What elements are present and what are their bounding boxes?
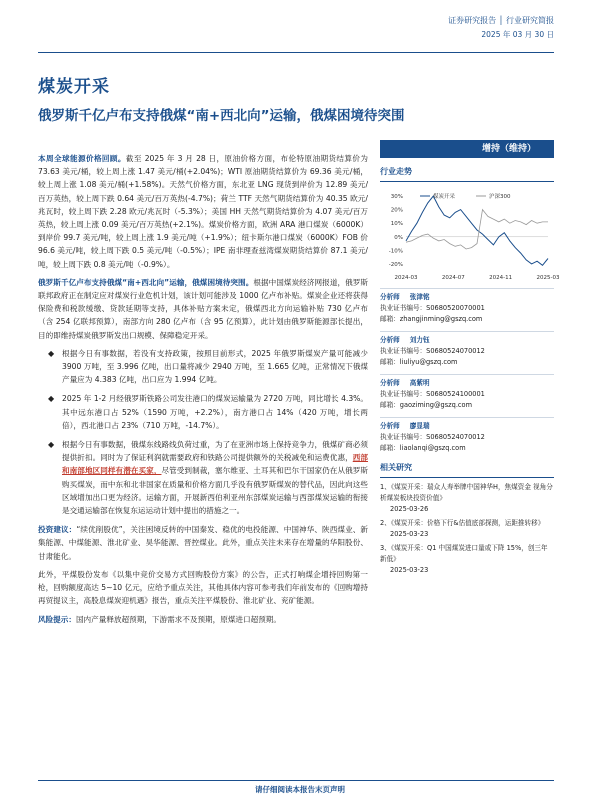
sector-title: 煤炭开采 bbox=[38, 77, 110, 97]
analyst-role: 分析师 bbox=[380, 379, 400, 387]
bullet-item bbox=[38, 438, 368, 517]
analyst-name: 高紫明 bbox=[409, 379, 430, 387]
main-body bbox=[38, 152, 368, 631]
analyst-role: 分析师 bbox=[380, 293, 400, 301]
paragraph-risk bbox=[38, 613, 368, 626]
legend-label: 煤炭开采 bbox=[433, 194, 456, 200]
related-section-title: 相关研究 bbox=[380, 462, 554, 478]
paragraph-buyback bbox=[38, 568, 368, 608]
y-tick-label: 0% bbox=[394, 234, 403, 241]
trend-chart-svg bbox=[380, 186, 560, 282]
paragraph-lead: 风险提示： bbox=[38, 614, 76, 624]
highlight-text: 西部和南部地区同样有潜在买家， bbox=[62, 453, 368, 476]
report-date: 2025 年 03 月 30 日 bbox=[481, 30, 554, 39]
paragraph-text: 截至 2025 年 3 月 28 日，原油价格方面，布伦特原油期货结算价为 73.63 美元/桶，较上周上涨 1.47 美元/桶(+2.04%)；WTI 原油期货结算价为 69.36 美元/桶，较上周上涨 1.08 美元/桶(+1.58%)。天然气价格方面，东北亚 LNG 现货到岸价为 12.89 美元/百万英热，较上周下跌 0.64 美元/百万英热(-4.7%)；荷兰 TTF 天然气期货结算价为 40.35 欧元/兆瓦时，较上周下跌 2.28 欧元/兆瓦时（-5.3%）；美国 HH 天然气期货结算价为 4.07 美元/百万英热，较上周上涨 0.09 美元/百万英热(+2.1%)。煤炭价格方面，欧洲 ARA 港口煤炭（6000K）到岸价 99.7 美元/吨，较上周上涨 1.9 美元/吨（+1.9%）；纽卡斯尔港口煤炭（6000K）FOB 价 96.6 美元/吨，较上周下跌 0.5 美元/吨（-0.5%）；IPE 南非理查兹湾煤炭期货结算价 87.1 美元/吨，较上周下跌 0.8 美元/吨（-0.9%）。 bbox=[38, 154, 368, 269]
analyst-role: 分析师 bbox=[380, 422, 400, 430]
bullet-text: 2025 年 1-2 月经俄罗斯铁路公司发往港口的煤炭运输量为 2720 万吨，同比增长 4.3%。其中远东港口占 52%（1590 万吨，+2.2%），南方港口占 14%（420 万吨，增长两倍），西北港口占 23%（710 万吨，-14.7%）。 bbox=[62, 394, 368, 430]
bullet-dot-icon: ◆ bbox=[48, 440, 55, 450]
paragraph-text: 此外，平煤股份发布《以集中竞价交易方式回购股份方案》的公告，正式打响煤企增持回购第一枪，回购额度高达 5~10 亿元，应给予重点关注，其他具体内容可参考我们年前发布的《回购增持再贸提议主，高股息煤炭迎机遇》报告，重点关注平煤股份、淮北矿业、兖矿能源。 bbox=[38, 569, 368, 606]
analyst-email[interactable]: 邮箱：liuliyu@gszq.com bbox=[380, 358, 458, 366]
header-divider bbox=[38, 52, 554, 53]
paragraph-russia-coal bbox=[38, 276, 368, 342]
paragraph-text: “续优削股优”，关注困境反转的中国秦发、稳优的电投能源、中国神华、陕西煤业、新集能源、中煤能源、淮北矿业、昊华能源、晋控煤业。此外，重点关注未来存在增量的华阳股份、甘肃能化。 bbox=[38, 525, 368, 561]
bullet-item bbox=[38, 392, 368, 432]
trend-section-title: 行业走势 bbox=[380, 166, 554, 182]
related-item[interactable] bbox=[380, 482, 554, 515]
footer-divider bbox=[38, 780, 554, 781]
x-tick-label: 2024-07 bbox=[441, 275, 465, 281]
related-date: 2025-03-23 bbox=[390, 566, 429, 574]
footer-disclaimer: 请仔细阅读本报告末页声明 bbox=[255, 785, 345, 794]
y-tick-label: -10% bbox=[388, 248, 403, 255]
x-tick-label: 2025-03 bbox=[536, 275, 560, 281]
analyst-cert: 执业证书编号：S0680524070012 bbox=[380, 347, 485, 355]
y-tick-label: 20% bbox=[390, 207, 403, 214]
analyst-email[interactable]: 邮箱：zhangjinming@gszq.com bbox=[380, 315, 483, 323]
bullet-dot-icon: ◆ bbox=[48, 348, 55, 358]
analyst-cert: 执业证书编号：S0680524070012 bbox=[380, 433, 485, 441]
sidebar bbox=[380, 140, 560, 579]
trend-chart bbox=[380, 186, 560, 282]
x-tick-label: 2024-11 bbox=[489, 275, 513, 281]
bullet-item bbox=[38, 347, 368, 387]
analyst-entry bbox=[380, 374, 554, 411]
bullet-dot-icon: ◆ bbox=[48, 394, 55, 404]
paragraph-lead: 投资建议： bbox=[38, 525, 77, 535]
related-date: 2025-03-23 bbox=[390, 530, 429, 538]
paragraph-text: 根据中国煤炭经济网报道，俄罗斯联邦政府正在制定应对煤炭行业危机计划，该计划可能涉及 1000 亿卢布补贴。煤炭企业还将获得保险费和税款缓缴、贷款延期等支持，具体补贴方案未定，俄煤西北方向运输补贴 730 亿卢布（含 254 亿联邦预算），南部方向 280 亿卢布（含 95 亿预算），此计划由俄罗斯能源部长提出，目的即维持煤炭俄罗斯发出口规模、保障稳定开采。 bbox=[38, 277, 369, 340]
related-list bbox=[380, 482, 554, 576]
paragraph-text: 国内产量释放超预期，下游需求不及预期，原煤进口超预期。 bbox=[75, 614, 281, 624]
paragraph-investment bbox=[38, 523, 368, 563]
bullet-text: 尽管受到制裁，塞尔维亚、土耳其和巴尔干国家仍在从俄罗斯购买煤炭，而中东和北非国家在质量和价格方面几乎没有俄罗斯煤炭的替代品，因此向这些区域增加出口更为经济。运输方面，开展新西伯利亚州东部煤炭运输与西部煤炭运输的衔接是交通运输部在恢复东运运动计划中提出的措施之一。 bbox=[62, 466, 368, 516]
analyst-entry bbox=[380, 288, 554, 325]
rating-badge: 增持（维持） bbox=[380, 140, 554, 158]
report-type: 证券研究报告 │ 行业研究简报 bbox=[448, 16, 554, 25]
y-tick-label: 30% bbox=[390, 194, 403, 201]
x-tick-label: 2024-03 bbox=[394, 275, 418, 281]
analyst-name: 刘力钰 bbox=[409, 336, 430, 344]
legend-label: 沪深300 bbox=[489, 194, 511, 200]
analyst-name: 廖显瑞 bbox=[409, 422, 430, 430]
bullet-text: 根据今日有事数据，俄煤东线路线负荷过重，为了在亚洲市场上保持竞争力，俄煤矿商必须提供折扣。同时为了保证利润就需要政府和铁路公司提供额外的关税减免和运费优惠， bbox=[62, 440, 368, 463]
related-item[interactable] bbox=[380, 518, 554, 540]
analyst-cert: 执业证书编号：S0680524100001 bbox=[380, 390, 485, 398]
analyst-email[interactable]: 邮箱：gaoziming@gszq.com bbox=[380, 401, 472, 409]
analyst-name: 张津铭 bbox=[409, 293, 430, 301]
analyst-email[interactable]: 邮箱：liaolanqi@gszq.com bbox=[380, 444, 466, 452]
related-item[interactable] bbox=[380, 543, 554, 576]
y-tick-label: 10% bbox=[390, 221, 403, 228]
paragraph-lead: 本周全球能源价格回顾。 bbox=[38, 154, 126, 163]
related-title: 3、《煤炭开采：Q1 中国煤炭进口量或下降 15%，创三年新低》 bbox=[380, 544, 548, 563]
analyst-entry bbox=[380, 331, 554, 368]
related-title: 1、《煤炭开采：瑞众人寿举牌中国神华H，焦煤资金 视角分析煤炭板块投资价值》 bbox=[380, 483, 553, 502]
report-header bbox=[448, 14, 554, 42]
report-headline: 俄罗斯千亿卢布支持俄煤“南+西北向”运输，俄煤困境待突围 bbox=[38, 108, 405, 124]
y-tick-label: -20% bbox=[388, 261, 403, 268]
analyst-role: 分析师 bbox=[380, 336, 400, 344]
related-date: 2025-03-26 bbox=[390, 505, 429, 513]
analyst-list bbox=[380, 288, 554, 454]
analyst-entry bbox=[380, 417, 554, 454]
series-line bbox=[406, 196, 548, 265]
related-title: 2、《煤炭开采：价格下行&估值底部探测，运距推转移》 bbox=[380, 519, 545, 527]
paragraph-lead: 俄罗斯千亿卢布支持俄煤“南+西北向”运输，俄煤困境待突围。 bbox=[38, 277, 254, 287]
analyst-cert: 执业证书编号：S0680520070001 bbox=[380, 304, 485, 312]
paragraph-energy-prices bbox=[38, 152, 368, 271]
bullet-text: 根据今日有事数据，若没有支持政策，按照目前形式，2025 年俄罗斯煤炭产量可能减少 3900 万吨，至 3.996 亿吨，出口量将减少 2940 万吨，至 1.665 亿吨，正常情况下俄煤产量应为 4.383 亿吨，出口应为 1.994 亿吨。 bbox=[62, 348, 368, 385]
